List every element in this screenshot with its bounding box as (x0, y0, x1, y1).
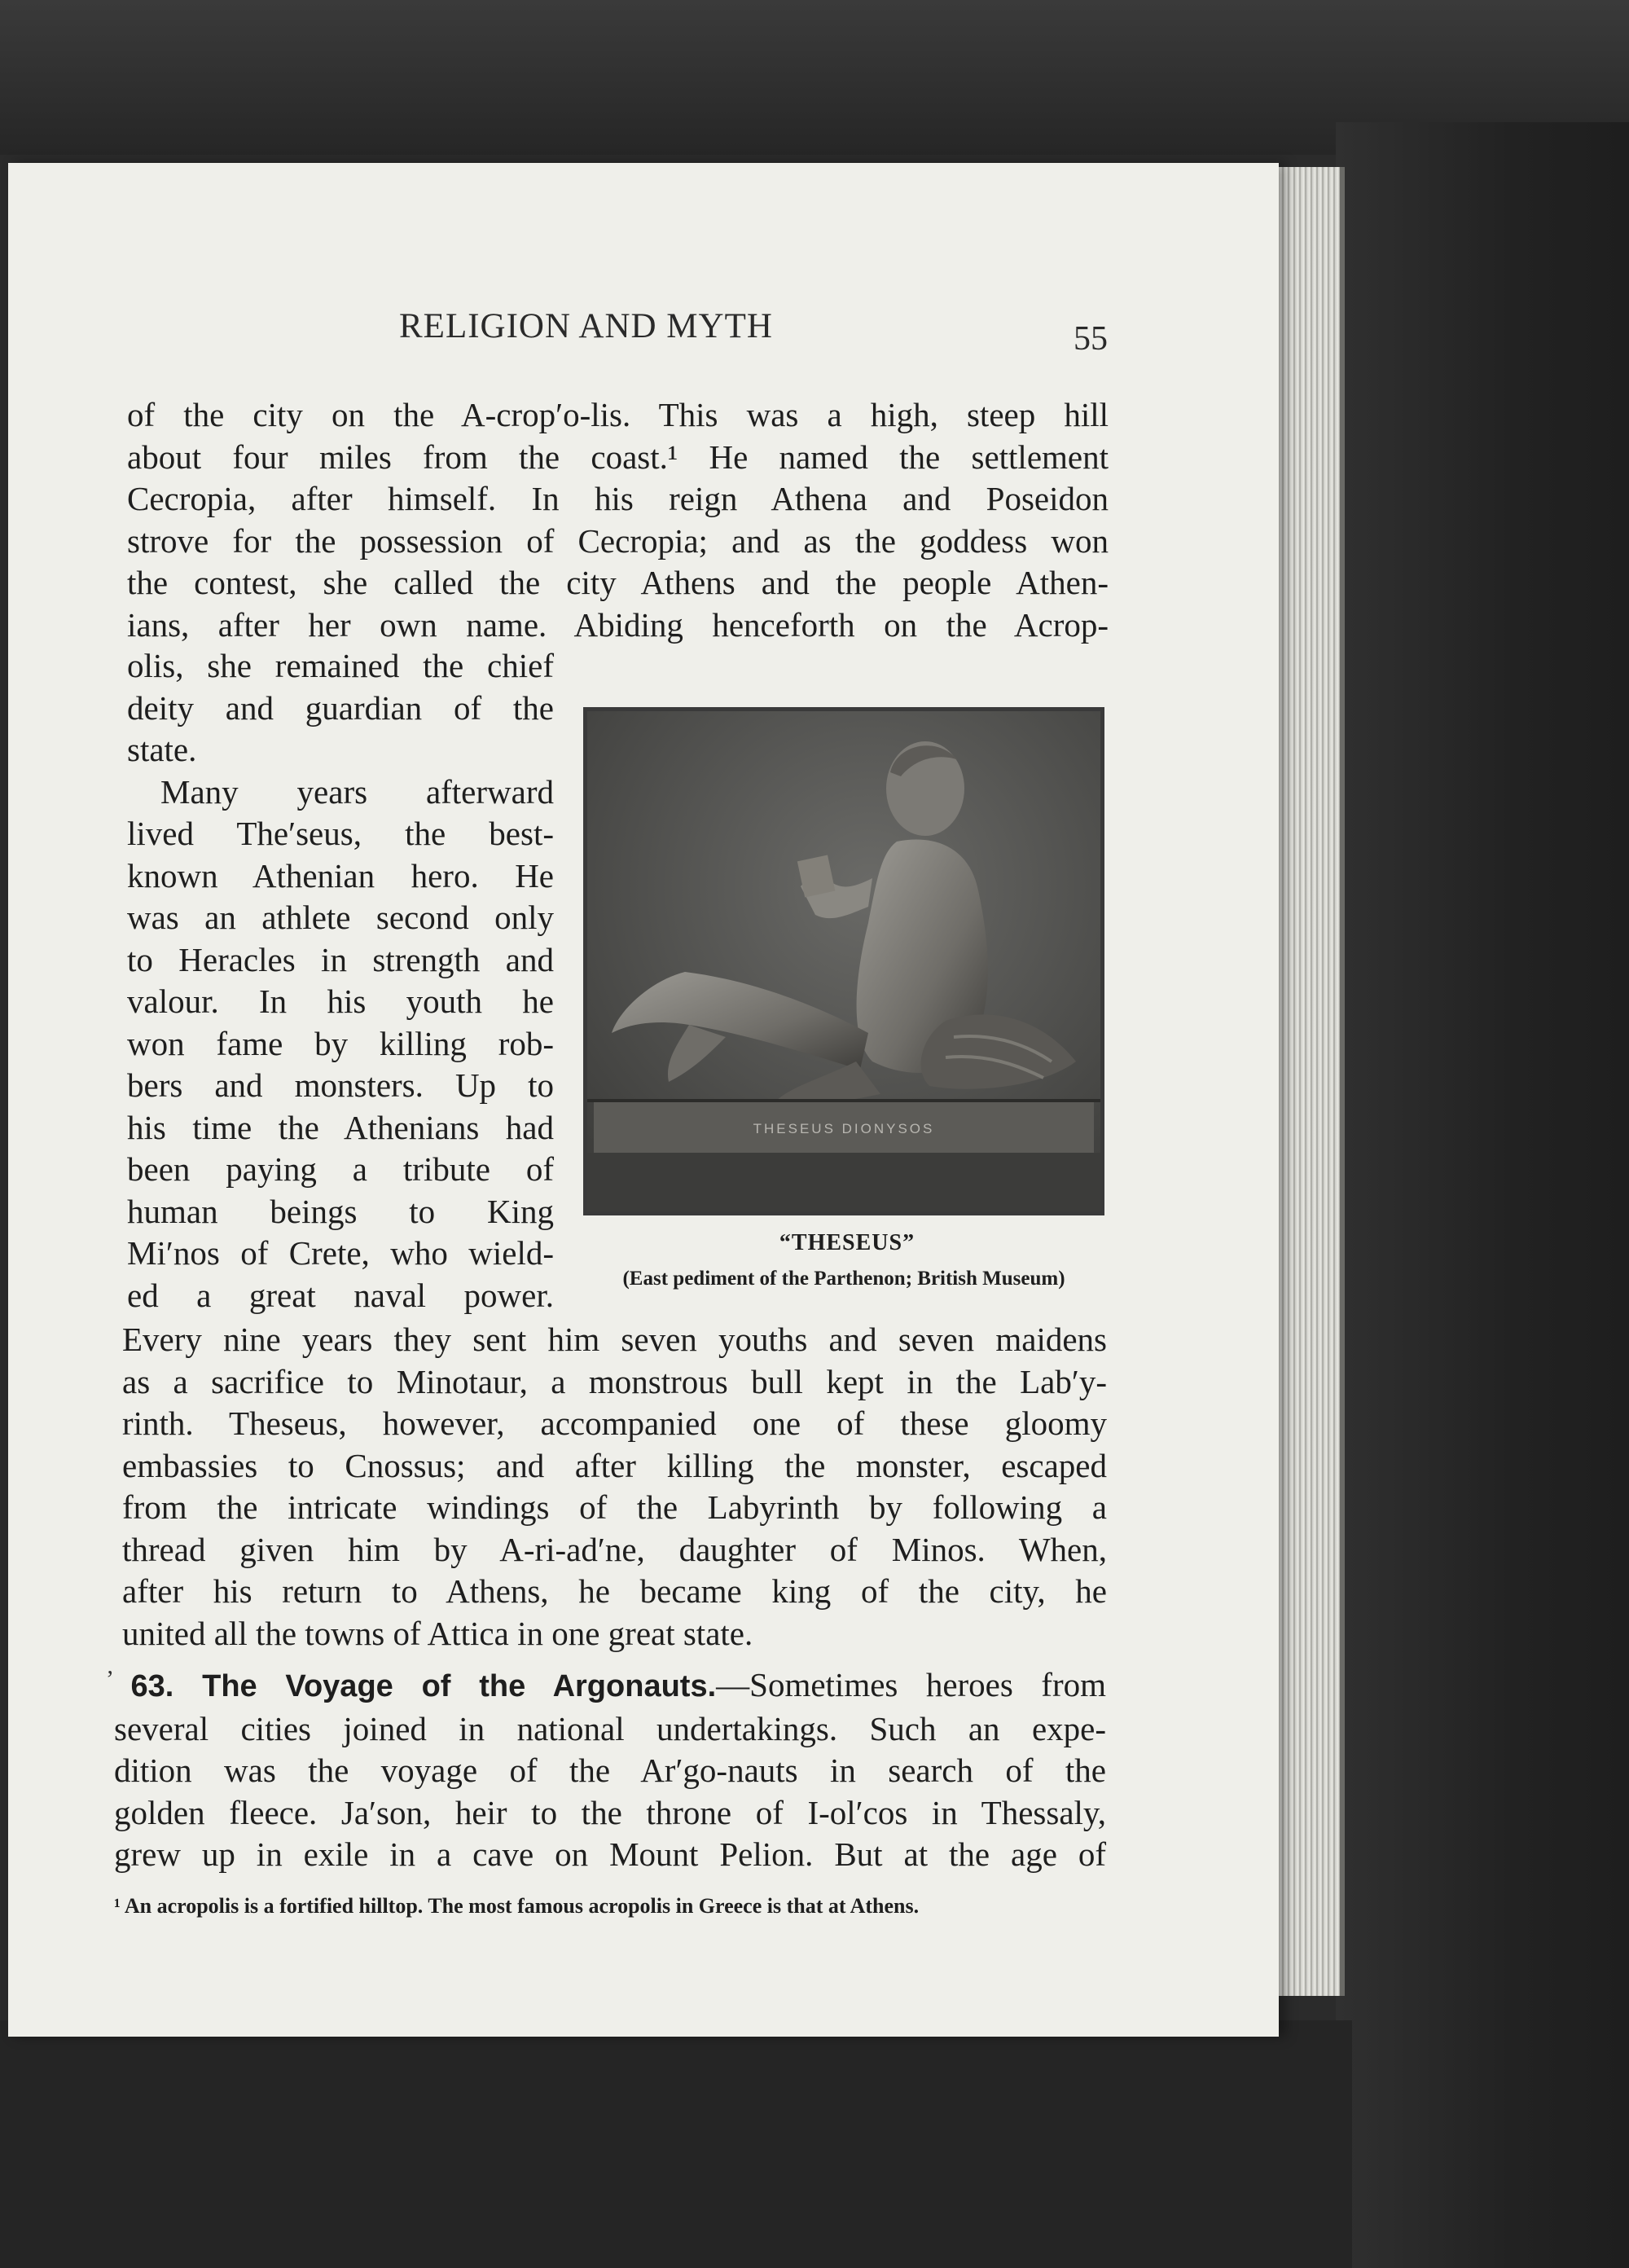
text-line: rinth. Theseus, however, accompanied one of these gloomy (122, 1404, 1107, 1442)
text-line: Mi′nos of Crete, who wield- (127, 1234, 554, 1272)
figure-caption: “THESEUS” (779, 1230, 915, 1255)
section-heading-rest: —Sometimes heroes from (716, 1666, 1106, 1703)
text-line: from the intricate windings of the Labyrinth by following a (122, 1488, 1107, 1526)
text-line: Cecropia, after himself. In his reign Athena and Poseidon (127, 480, 1109, 517)
text-line: bers and monsters. Up to (127, 1066, 554, 1104)
text-line: united all the towns of Attica in one great state. (122, 1614, 753, 1652)
section-heading: 63. The Voyage of the Argonauts. (130, 1669, 717, 1703)
footnote: ¹ An acropolis is a fortified hilltop. The most famous acropolis in Greece is that at Athens. (114, 1894, 920, 1918)
background-bottom (0, 2020, 1352, 2268)
text-line: deity and guardian of the (127, 688, 554, 727)
text-line: Every nine years they sent him seven youths and seven maidens (122, 1321, 1107, 1358)
text-line: ed a great naval power. (127, 1276, 554, 1314)
text-line: to Heracles in strength and (127, 940, 554, 978)
page-number: 55 (1074, 320, 1108, 358)
text-line: dition was the voyage of the Ar′go-nauts in search of the (114, 1752, 1106, 1789)
text-line: several cities joined in national undertakings. Such an expe- (114, 1709, 1106, 1747)
text-line: was an athlete second only (127, 899, 554, 936)
text-line: as a sacrifice to Minotaur, a monstrous bull kept in the Lab′y- (122, 1362, 1107, 1400)
text-line: thread given him by A-ri-ad′ne, daughter of Minos. When, (122, 1530, 1107, 1568)
text-line: grew up in exile in a cave on Mount Pelion. But at the age of (114, 1835, 1106, 1873)
figure-credit: (East pediment of the Parthenon; British Museum) (622, 1268, 1065, 1290)
text-line: strove for the possession of Cecropia; and as the goddess won (127, 521, 1109, 560)
sculpture-illustration (587, 711, 1100, 1211)
text-line: Many years afterward (127, 772, 554, 811)
text-line: state. (127, 731, 197, 768)
paragraph-theseus-continued (122, 1319, 1107, 1655)
text-line: after his return to Athens, he became king of the city, he (122, 1572, 1107, 1610)
text-line: embassies to Cnossus; and after killing the monster, escaped (122, 1446, 1107, 1484)
section-argonauts (114, 1664, 1106, 1876)
background-right (1336, 122, 1629, 2268)
plinth-inscription: THESEUS DIONYSOS (753, 1121, 935, 1136)
text-line: won fame by killing rob- (127, 1024, 554, 1062)
text-line: known Athenian hero. He (127, 856, 554, 894)
text-line: the contest, she called the city Athens and the people Athen- (127, 564, 1109, 601)
margin-pencil-mark: ʼ (106, 1666, 114, 1693)
paragraph-cecrops (127, 394, 1109, 646)
text-line: about four miles from the coast.¹ He named the settlement (127, 437, 1109, 476)
running-head: RELIGION AND MYTH (399, 307, 773, 345)
theseus-sculpture-photo (583, 707, 1104, 1215)
text-line: olis, she remained the chief (127, 647, 554, 684)
text-line: lived The′seus, the best- (127, 815, 554, 852)
text-line: human beings to King (127, 1192, 554, 1230)
paragraph-theseus-wrapped (127, 645, 554, 1316)
text-line: ians, after her own name. Abiding henceforth on the Acrop- (127, 605, 1109, 644)
text-line: valour. In his youth he (127, 982, 554, 1020)
text-line: of the city on the A-crop′o-lis. This was a high, steep hill (127, 396, 1109, 433)
text-line: golden fleece. Ja′son, heir to the throne of I-ol′cos in Thessaly, (114, 1793, 1106, 1831)
section-first-line (114, 1664, 1106, 1708)
text-line: been paying a tribute of (127, 1150, 554, 1188)
text-line: his time the Athenians had (127, 1108, 554, 1146)
